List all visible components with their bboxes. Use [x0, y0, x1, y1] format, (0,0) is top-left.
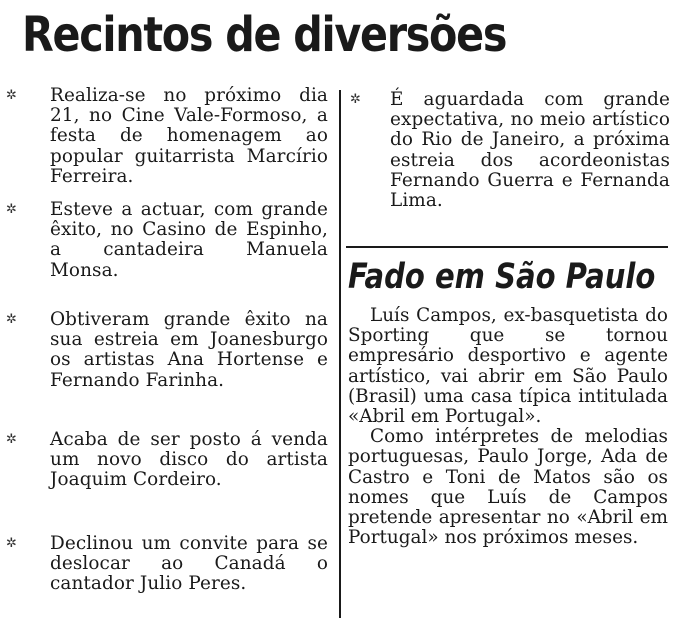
- asterisk-bullet-icon: ✲: [6, 432, 17, 447]
- right-column: [346, 90, 672, 548]
- page-headline: Recintos de diversões: [22, 7, 507, 63]
- news-item-text: Acaba de ser posto á venda um novo disco do artista Joaquim Cordeiro.: [50, 429, 328, 491]
- asterisk-bullet-icon: ✲: [6, 202, 17, 217]
- news-item: [0, 534, 336, 595]
- asterisk-bullet-icon: ✲: [6, 536, 17, 551]
- asterisk-bullet-icon: ✲: [350, 92, 361, 107]
- left-column: [0, 86, 336, 595]
- news-item-text: É aguardada com grande expectativa, no meio artístico do Rio de Janeiro, a próxima estreia dos acordeonistas Fernando Guerra e Fernanda Lima.: [390, 89, 670, 212]
- asterisk-bullet-icon: ✲: [6, 88, 17, 103]
- news-item-text: Esteve a actuar, com grande êxito, no Casino de Espinho, a cantadeira Manuela Monsa.: [50, 199, 328, 281]
- news-item-text: Obtiveram grande êxito na sua estreia em Joanesburgo os artistas Ana Hortense e Fernando Farinha.: [50, 309, 328, 391]
- news-item-text: Realiza-se no próximo dia 21, no Cine Vale-Formoso, a festa de homenagem ao popular guitarrista Marcírio Ferreira.: [50, 85, 328, 187]
- article-headline: Fado em São Paulo: [348, 257, 656, 297]
- news-item: [0, 430, 336, 534]
- article-paragraph: Como intérpretes de melodias portuguesas, Paulo Jorge, Ada de Castro e Toni de Matos são os nomes que Luís de Campos pretende apresentar no «Abril em Portugal» nos próximos meses.: [348, 426, 668, 549]
- article-paragraph: Luís Campos, ex-basquetista do Sporting que se tornou empresário desportivo e agente artístico, vai abrir em São Paulo (Brasil) uma casa típica intitulada «Abril em Portugal».: [348, 305, 668, 428]
- article-fado-sao-paulo: [346, 248, 672, 548]
- news-item: [0, 200, 336, 310]
- news-item: [0, 310, 336, 430]
- news-item: [0, 86, 336, 200]
- news-item-text: Declinou um convite para se deslocar ao Canadá o cantador Julio Peres.: [50, 533, 328, 595]
- news-item: [346, 90, 672, 246]
- column-divider: [339, 90, 341, 618]
- asterisk-bullet-icon: ✲: [6, 312, 17, 327]
